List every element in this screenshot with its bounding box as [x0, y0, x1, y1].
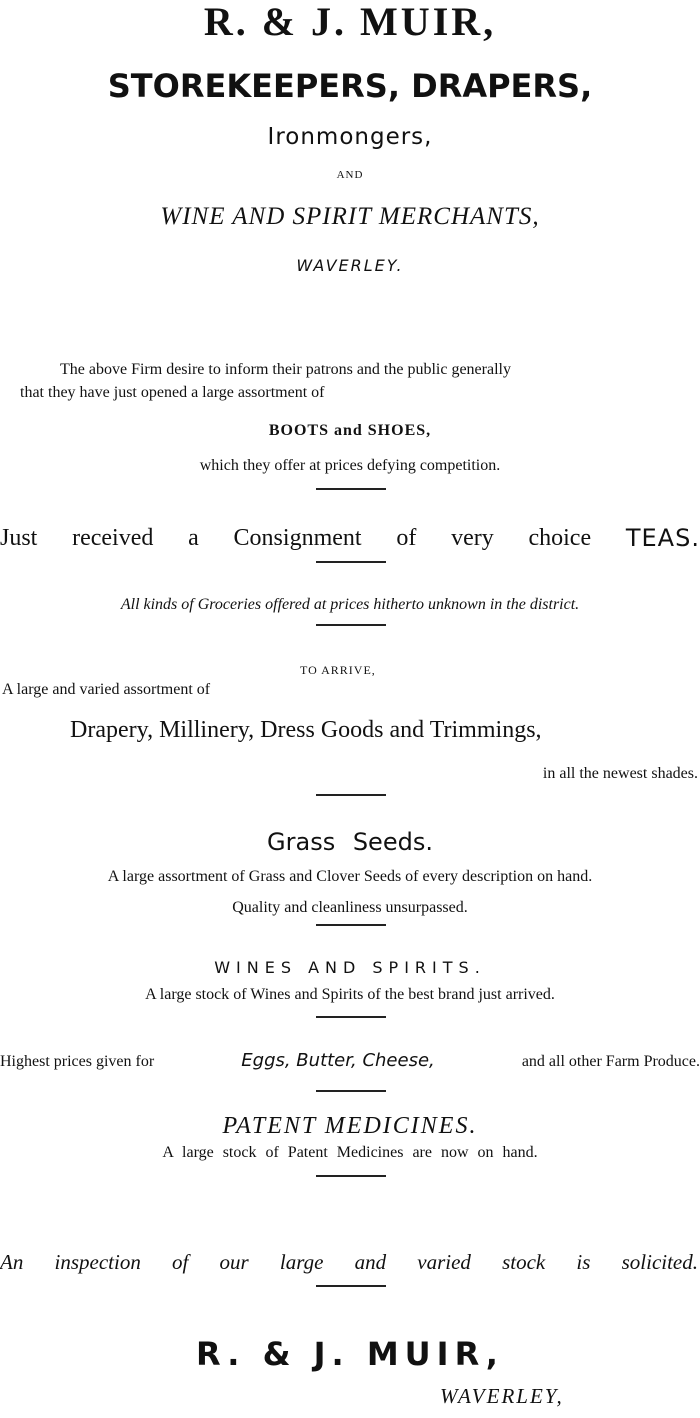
intro-line-1: The above Firm desire to inform their patrons and the public generally	[60, 361, 511, 378]
divider	[316, 1175, 386, 1177]
divider	[316, 561, 386, 563]
divider	[316, 624, 386, 626]
divider	[316, 794, 386, 796]
boots-shoes: BOOTS and SHOES,	[268, 422, 432, 439]
produce-tail: and all other Farm Produce.	[521, 1053, 700, 1070]
footer-firm-name: R. & J. MUIR,	[196, 1335, 504, 1373]
divider	[316, 924, 386, 926]
patent-medicines-heading: PATENT MEDICINES.	[222, 1113, 478, 1139]
divider	[316, 488, 386, 490]
produce-items: Eggs, Butter, Cheese,	[241, 1050, 435, 1071]
inspection-line: An inspection of our large and varied stock is solicited.	[0, 1250, 698, 1274]
to-arrive-heading: TO ARRIVE,	[300, 663, 376, 677]
teas-word: of	[396, 525, 417, 551]
town-line: WAVERLEY.	[296, 256, 404, 275]
teas-word: choice	[528, 525, 592, 551]
newest-shades: in all the newest shades.	[542, 765, 698, 782]
teas-word: Just	[0, 525, 38, 551]
seeds-line-1: A large assortment of Grass and Clover Seeds of every description on hand.	[107, 868, 593, 885]
and-connector: AND	[336, 169, 364, 181]
medicines-line-1: A large stock of Patent Medicines are now on hand.	[162, 1144, 538, 1161]
grass-seeds-heading: Grass Seeds.	[267, 828, 433, 856]
intro-line-2: that they have just opened a large assortment of	[20, 384, 325, 401]
seeds-line-2: Quality and cleanliness unsurpassed.	[232, 899, 468, 916]
drapery-line: Drapery, Millinery, Dress Goods and Trimmings,	[70, 717, 542, 743]
produce-line	[0, 1052, 700, 1076]
divider	[316, 1285, 386, 1287]
arrive-line-1: A large and varied assortment of	[2, 681, 211, 698]
teas-word: TEAS.	[625, 524, 700, 552]
trades-heading: STOREKEEPERS, DRAPERS,	[107, 67, 593, 105]
wines-line-1: A large stock of Wines and Spirits of the best brand just arrived.	[145, 986, 555, 1003]
teas-word: Consignment	[233, 525, 362, 551]
footer-town: WAVERLEY,	[440, 1384, 564, 1408]
ironmongers-line: Ironmongers,	[267, 124, 433, 150]
teas-word: a	[188, 525, 199, 551]
divider	[316, 1090, 386, 1092]
wines-spirits-heading: WINES AND SPIRITS.	[214, 958, 486, 977]
firm-name-title: R. & J. MUIR,	[203, 0, 497, 44]
produce-lead: Highest prices given for	[0, 1053, 155, 1070]
teas-word: received	[72, 525, 154, 551]
divider	[316, 1016, 386, 1018]
groceries-line: All kinds of Groceries offered at prices hitherto unknown in the district.	[120, 596, 580, 613]
teas-line	[0, 526, 700, 554]
intro-line-3: which they offer at prices defying competition.	[199, 457, 501, 474]
teas-word: very	[451, 525, 494, 551]
wine-spirit-merchants: WINE AND SPIRIT MERCHANTS,	[160, 203, 540, 230]
